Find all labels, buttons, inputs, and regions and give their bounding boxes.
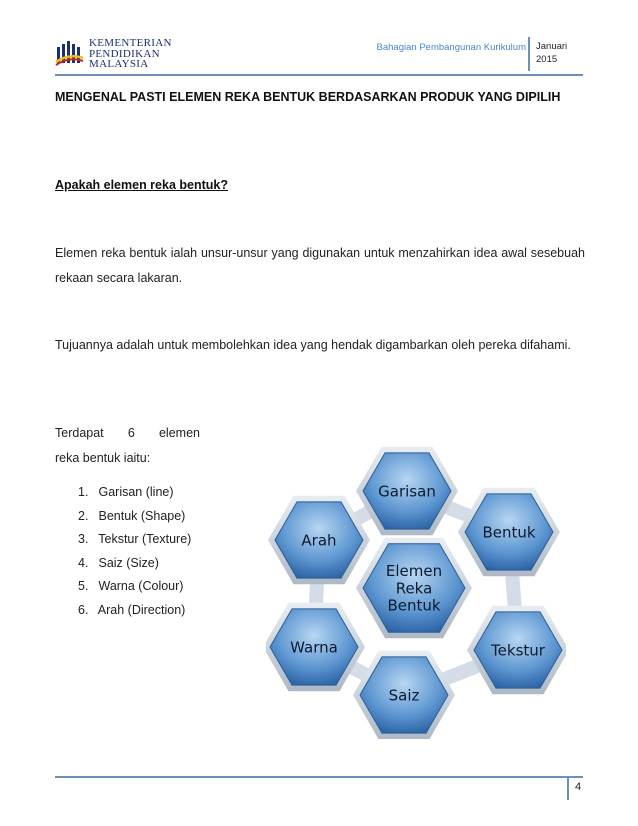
page-number: 4 — [575, 781, 582, 793]
hex-garisan — [356, 447, 458, 535]
hex-tekstur — [467, 606, 566, 694]
hex-saiz — [353, 651, 455, 739]
hex-arah — [268, 496, 370, 584]
design-elements-diagram — [266, 437, 566, 739]
list-item: 1. Garisan (line) — [78, 485, 174, 499]
hex-bentuk — [458, 488, 560, 576]
hex-label: Bentuk — [387, 596, 441, 615]
hex-center — [356, 538, 472, 638]
hex-label: Warna — [290, 638, 338, 657]
list-item: 4. Saiz (Size) — [78, 555, 159, 570]
intro-word-2: 6 — [127, 426, 135, 440]
ministry-logo — [55, 38, 185, 72]
logo-line-2: PENDIDIKAN — [89, 47, 160, 60]
intro-line-2: reka bentuk iaitu: — [55, 451, 151, 465]
hex-label: Saiz — [388, 686, 420, 705]
hex-warna — [266, 603, 365, 691]
footer-rule — [55, 776, 583, 778]
paragraph-purpose: Tujuannya adalah untuk membolehkan idea yang hendak digambarkan oleh pereka difahami. — [55, 338, 571, 352]
list-item: 3. Tekstur (Texture) — [78, 532, 192, 546]
intro-word-3: elemen — [158, 426, 200, 440]
hex-label: Bentuk — [482, 523, 536, 542]
header-date — [536, 40, 567, 66]
logo-line-1: KEMENTERIAN — [89, 37, 172, 49]
hex-label: Garisan — [378, 482, 436, 501]
hex-label: Arah — [301, 531, 337, 550]
list-item: 6. Arah (Direction) — [78, 602, 186, 617]
logo-line-3: MALAYSIA — [89, 58, 149, 70]
header-rule — [55, 74, 583, 76]
header-department: Bahagian Pembangunan Kurikulum — [376, 42, 526, 53]
elements-intro — [55, 421, 200, 471]
ministry-emblem-icon — [55, 38, 85, 68]
header-month: Januari — [536, 41, 568, 52]
elements-list — [78, 481, 191, 622]
intro-word-1: Terdapat — [55, 426, 104, 440]
hex-label: Elemen — [385, 562, 443, 580]
footer-divider — [567, 776, 569, 800]
hex-label: Tekstur — [491, 641, 545, 660]
hex-label: Reka — [395, 579, 433, 598]
header-divider — [528, 37, 530, 71]
section-question: Apakah elemen reka bentuk? — [55, 178, 228, 192]
ministry-name — [89, 38, 172, 70]
list-item: 5. Warna (Colour) — [78, 579, 184, 593]
document-title: MENGENAL PASTI ELEMEN REKA BENTUK BERDASARKAN PRODUK YANG DIPILIH — [55, 90, 561, 104]
paragraph-definition: Elemen reka bentuk ialah unsur-unsur yang digunakan untuk menzahirkan idea awal sesebuah rekaan secara lakaran. — [55, 246, 585, 285]
list-item: 2. Bentuk (Shape) — [78, 508, 186, 523]
header-year: 2015 — [536, 54, 558, 65]
